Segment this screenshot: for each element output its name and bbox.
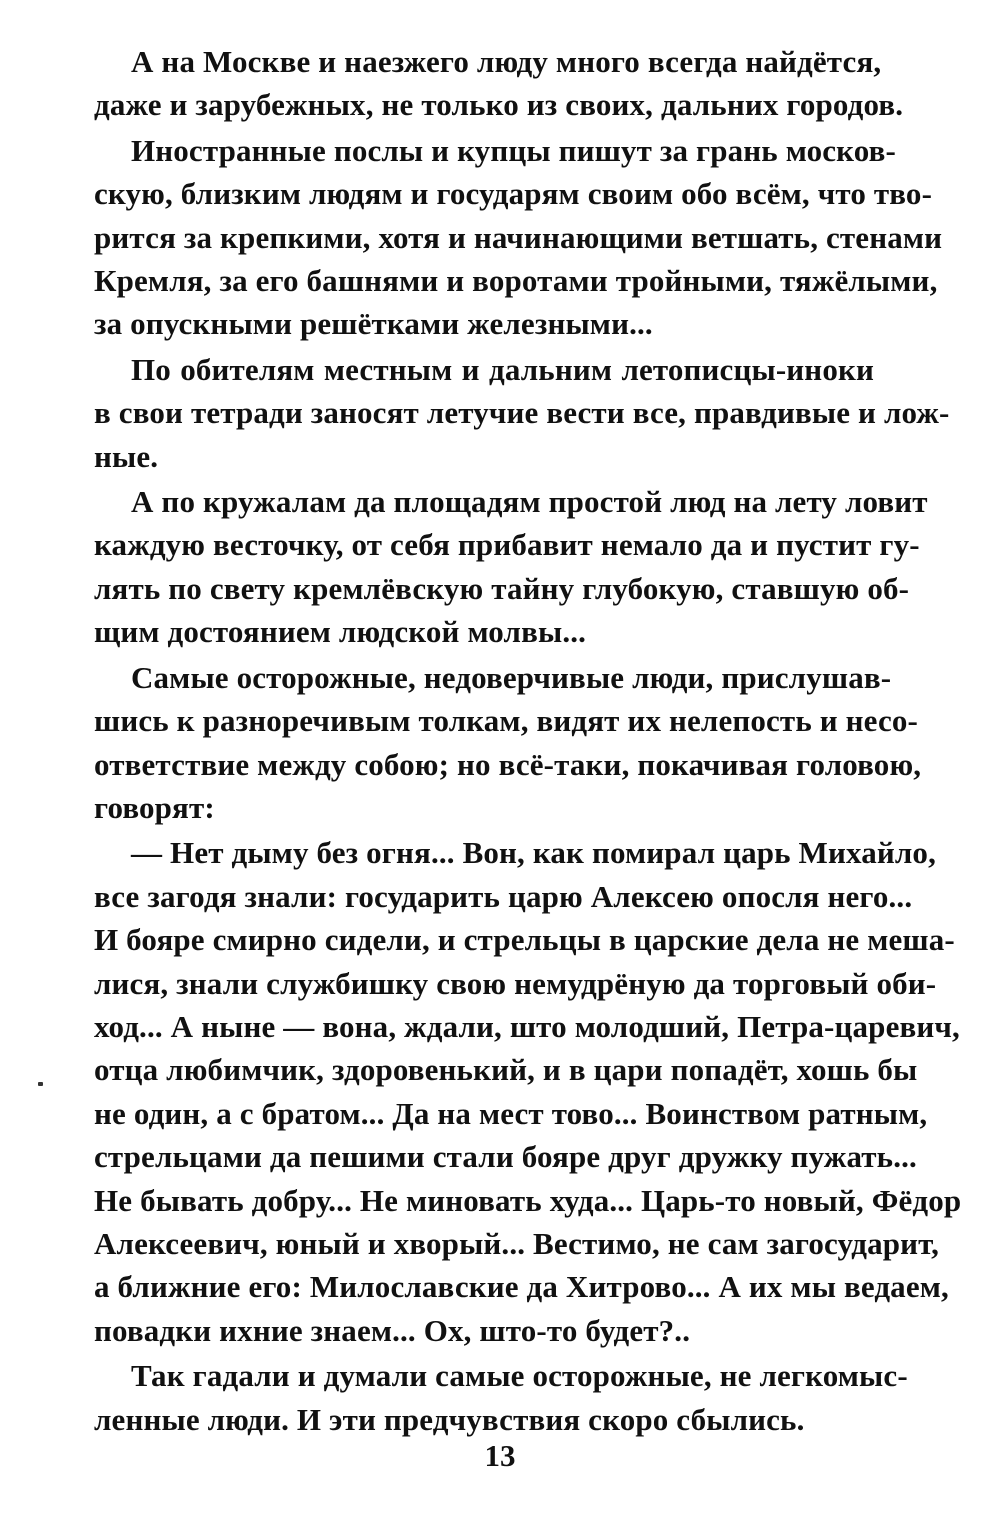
text-line: лися, знали службишку свою немудрёную да торговый оби-: [94, 965, 937, 1001]
paragraph-1: [94, 40, 904, 127]
text-line: Так гадали и думали самые осторожные, не легкомыс-: [131, 1358, 908, 1394]
text-line: И бояре смирно сидели, и стрельцы в царские дела не меша-: [94, 922, 955, 958]
text-line: Не бывать добру... Не миновать худа... Царь-то новый, Фёдор: [94, 1182, 962, 1218]
page-number: 13: [484, 1438, 516, 1473]
text-line: Самые осторожные, недоверчивые люди, прислушав-: [131, 659, 892, 695]
text-line: А по кружалам да площадям простой люд на лету ловит: [131, 484, 928, 520]
text-line: — Нет дыму без огня... Вон, как помирал царь Михайло,: [131, 835, 936, 871]
paragraph-4: [94, 480, 928, 654]
text-line: ответствие между собою; но всё-таки, покачивая головою,: [94, 746, 922, 782]
text-line: лять по свету кремлёвскую тайну глубокую, ставшую об-: [94, 570, 910, 606]
text-line: Иностранные послы и купцы пишут за грань москов-: [131, 132, 897, 168]
paragraph-2: [94, 129, 943, 346]
text-line: ход... А ныне — вона, ждали, што молодший, Петра-царевич,: [94, 1008, 960, 1044]
text-line: Кремля, за его башнями и воротами тройными, тяжёлыми,: [94, 263, 938, 299]
paragraph-3: [94, 348, 950, 478]
text-line: ленные люди. И эти предчувствия скоро сбылись.: [94, 1401, 805, 1437]
paragraph-5: [94, 656, 922, 830]
text-line: все загодя знали: государить царю Алексею опосля него...: [94, 878, 913, 914]
text-line: повадки ихние знаем... Ох, што-то будет?..: [94, 1312, 691, 1348]
text-line: ные.: [94, 438, 159, 474]
text-line: в свои тетради заносят летучие вести все, правдивые и лож-: [94, 395, 950, 431]
text-line: за опускными решётками железными...: [94, 306, 653, 342]
text-line: а ближние его: Милославские да Хитрово... А их мы ведаем,: [94, 1269, 949, 1305]
text-line: говорят:: [94, 789, 215, 825]
text-line: шись к разноречивым толкам, видят их нелепость и несо-: [94, 703, 918, 739]
text-line: каждую весточку, от себя прибавит немало да и пустит гу-: [94, 527, 920, 563]
text-line: рится за крепкими, хотя и начинающими ветшать, стенами: [94, 219, 943, 255]
text-line: отца любимчик, здоровенький, и в цари попадёт, хошь бы: [94, 1052, 918, 1088]
text-line: скую, близким людям и государям своим обо всём, что тво-: [94, 176, 933, 212]
paragraph-6-dialogue: [94, 831, 962, 1352]
text-line: щим достоянием людской молвы...: [94, 614, 587, 650]
text-line: По обителям местным и дальним летописцы-иноки: [131, 351, 874, 387]
text-line: даже и зарубежных, не только из своих, дальних городов.: [94, 87, 904, 123]
text-line: стрельцами да пешими стали бояре друг дружку пужать...: [94, 1139, 917, 1175]
paragraph-7: [94, 1354, 908, 1441]
text-line: Алексеевич, юный и хворый... Вестимо, не сам загосударит,: [94, 1225, 940, 1261]
text-line: А на Москве и наезжего люду много всегда найдётся,: [131, 44, 882, 79]
margin-speck: [38, 1082, 43, 1086]
text-line: не один, а с братом... Да на мест тово... Воинством ратным,: [94, 1095, 928, 1131]
text-body: [94, 40, 962, 1443]
